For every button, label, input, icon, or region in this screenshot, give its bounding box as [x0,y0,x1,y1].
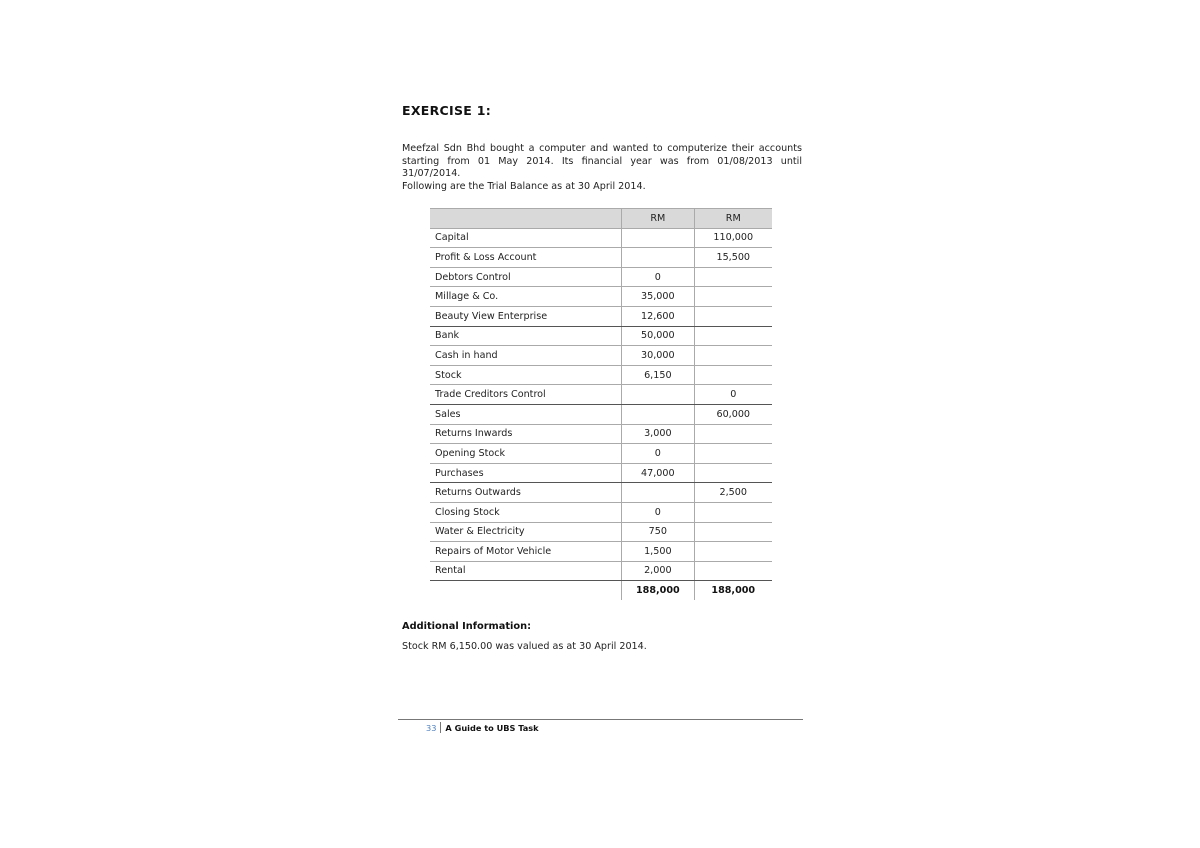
row-label: Rental [430,561,622,581]
row-credit [694,463,772,483]
table-row [430,326,772,346]
row-credit: 0 [694,385,772,405]
table-row [430,248,772,268]
additional-info-text: Stock RM 6,150.00 was valued as at 30 April 2014. [402,641,647,652]
row-debit: 0 [622,444,694,464]
row-label: Closing Stock [430,502,622,522]
row-credit: 110,000 [694,228,772,248]
header-credit: RM [694,209,772,229]
table-header-row [430,209,772,229]
row-credit [694,444,772,464]
table-row [430,346,772,366]
row-debit [622,248,694,268]
table-row [430,444,772,464]
table-row [430,483,772,503]
table-row [430,424,772,444]
row-label: Repairs of Motor Vehicle [430,542,622,562]
total-credit: 188,000 [694,581,772,600]
row-label: Returns Outwards [430,483,622,503]
row-label: Sales [430,404,622,424]
row-label: Capital [430,228,622,248]
row-label: Debtors Control [430,267,622,287]
table-row [430,542,772,562]
table-row [430,463,772,483]
row-label: Bank [430,326,622,346]
row-credit: 15,500 [694,248,772,268]
row-credit [694,306,772,326]
table-row [430,385,772,405]
table-row [430,306,772,326]
intro-line-2: starting from 01 May 2014. Its financial year was from 01/08/2013 until 31/07/2014. [402,155,802,179]
table-row [430,561,772,581]
total-label [430,581,622,600]
row-debit [622,483,694,503]
row-label: Millage & Co. [430,287,622,307]
row-credit [694,542,772,562]
footer-separator [440,722,441,733]
row-label: Profit & Loss Account [430,248,622,268]
row-credit: 2,500 [694,483,772,503]
row-label: Stock [430,365,622,385]
row-debit: 47,000 [622,463,694,483]
row-debit: 2,000 [622,561,694,581]
intro-line-3: Following are the Trial Balance as at 30 April 2014. [402,180,646,192]
row-debit: 6,150 [622,365,694,385]
table-row [430,228,772,248]
row-credit: 60,000 [694,404,772,424]
row-debit: 12,600 [622,306,694,326]
row-debit: 30,000 [622,346,694,366]
row-credit [694,522,772,542]
page-number: 33 [426,722,437,733]
footer-divider [398,719,803,720]
row-label: Trade Creditors Control [430,385,622,405]
row-credit [694,267,772,287]
intro-line-1: Meefzal Sdn Bhd bought a computer and wanted to computerize their accounts [402,143,802,154]
row-debit [622,228,694,248]
table-row [430,267,772,287]
intro-paragraph [402,143,802,193]
row-label: Returns Inwards [430,424,622,444]
row-label: Beauty View Enterprise [430,306,622,326]
row-credit [694,424,772,444]
total-debit: 188,000 [622,581,694,600]
row-label: Cash in hand [430,346,622,366]
page-footer [426,722,539,733]
row-debit: 1,500 [622,542,694,562]
row-credit [694,502,772,522]
header-label [430,209,622,229]
header-debit: RM [622,209,694,229]
row-debit [622,404,694,424]
exercise-heading: EXERCISE 1: [402,103,492,118]
table-row [430,365,772,385]
row-debit: 0 [622,267,694,287]
row-debit: 35,000 [622,287,694,307]
row-label: Opening Stock [430,444,622,464]
additional-info-title: Additional Information: [402,621,532,632]
row-label: Water & Electricity [430,522,622,542]
table-row [430,404,772,424]
footer-title: A Guide to UBS Task [445,722,539,733]
table-row [430,287,772,307]
row-debit: 3,000 [622,424,694,444]
row-credit [694,326,772,346]
table-row [430,502,772,522]
row-label: Purchases [430,463,622,483]
row-debit [622,385,694,405]
row-credit [694,287,772,307]
row-debit: 0 [622,502,694,522]
trial-balance-table [430,208,772,600]
row-credit [694,365,772,385]
row-debit: 50,000 [622,326,694,346]
row-credit [694,561,772,581]
row-debit: 750 [622,522,694,542]
total-row [430,581,772,600]
row-credit [694,346,772,366]
table-row [430,522,772,542]
